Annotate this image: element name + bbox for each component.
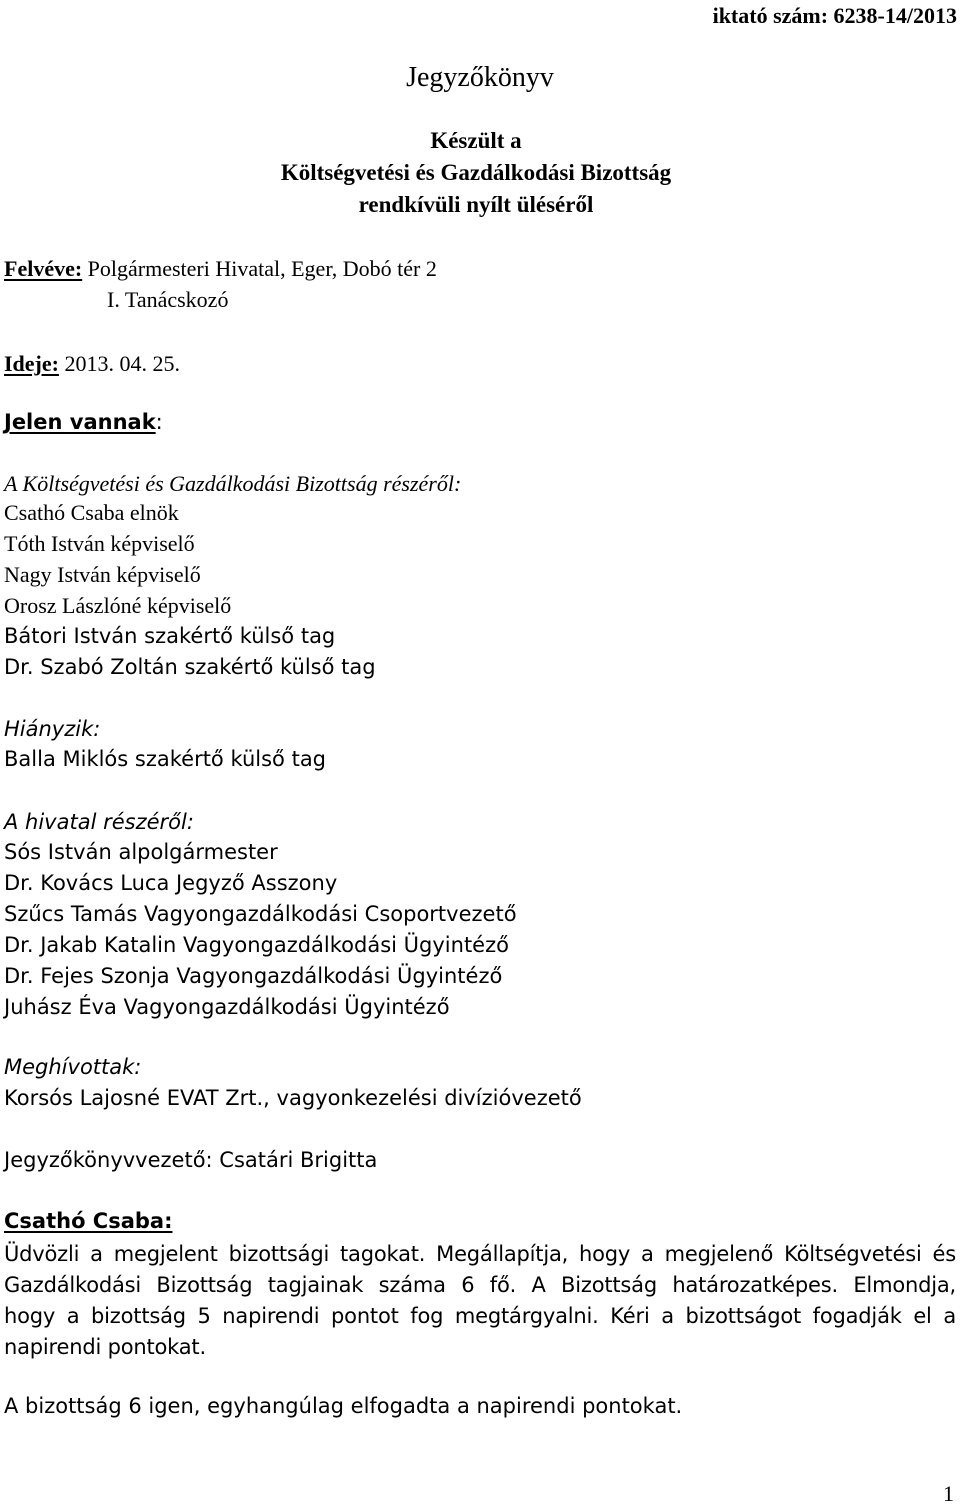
recorded-row	[4, 255, 437, 283]
document-title: Jegyzőkönyv	[406, 62, 554, 93]
paragraph-line: Gazdálkodási Bizottság tagjainak száma 6 fő. A Bizottság határozatképes. Elmondja,	[4, 1273, 956, 1297]
present-label: Jelen vannak	[4, 410, 156, 434]
list-item: Juhász Éva Vagyongazdálkodási Ügyintéző	[4, 995, 450, 1019]
committee-members-list	[4, 500, 376, 686]
recorded-value-2: I. Tanácskozó	[107, 287, 229, 312]
recorded-label: Felvéve:	[4, 256, 83, 281]
list-item: Szűcs Tamás Vagyongazdálkodási Csoportvezető	[4, 902, 517, 926]
list-item: Csathó Csaba elnök	[4, 500, 179, 525]
present-row	[4, 409, 163, 435]
office-heading: A hivatal részéről:	[4, 810, 194, 834]
list-item: Orosz Lászlóné képviselő	[4, 593, 232, 618]
list-item: Nagy István képviselő	[4, 562, 201, 587]
absent-heading: Hiányzik:	[4, 717, 101, 741]
list-item: Korsós Lajosné EVAT Zrt., vagyonkezelési divízióvezető	[4, 1086, 582, 1110]
date-row	[4, 350, 180, 378]
speaker-name: Csathó Csaba:	[4, 1209, 173, 1233]
page-number: 1	[943, 1481, 954, 1506]
committee-heading: A Költségvetési és Gazdálkodási Bizottság részéről:	[4, 471, 462, 496]
document-number: iktató szám: 6238-14/2013	[712, 3, 957, 28]
paragraph-line: hogy a bizottság 5 napirendi pontot fog megtárgyalni. Kéri a bizottságot fogadják el a	[4, 1304, 956, 1328]
list-item: Tóth István képviselő	[4, 531, 195, 556]
list-item: Sós István alpolgármester	[4, 840, 278, 864]
list-item: Dr. Jakab Katalin Vagyongazdálkodási Ügyintéző	[4, 933, 509, 957]
office-members-list	[4, 840, 517, 1026]
list-item: Dr. Fejes Szonja Vagyongazdálkodási Ügyintéző	[4, 964, 503, 988]
list-item: Dr. Kovács Luca Jegyző Asszony	[4, 871, 338, 895]
list-item: Balla Miklós szakértő külső tag	[4, 747, 327, 771]
recorded-value: Polgármesteri Hivatal, Eger, Dobó tér 2	[82, 256, 437, 281]
present-colon: :	[155, 410, 163, 434]
minutes-taker: Jegyzőkönyvvezető: Csatári Brigitta	[4, 1148, 378, 1172]
invited-heading: Meghívottak:	[4, 1055, 142, 1079]
list-item: Bátori István szakértő külső tag	[4, 624, 336, 648]
paragraph-line: napirendi pontokat.	[4, 1335, 206, 1359]
paragraph-line: Üdvözli a megjelent bizottsági tagokat. Megállapítja, hogy a megjelenő Költségvetési és	[4, 1242, 956, 1266]
date-value: 2013. 04. 25.	[58, 351, 180, 376]
speaker-paragraph	[4, 1239, 956, 1363]
list-item: Dr. Szabó Zoltán szakértő külső tag	[4, 655, 376, 679]
date-label: Ideje:	[4, 351, 59, 376]
subtitle-line-1: Készült a	[430, 128, 522, 153]
subtitle-line-2: Költségvetési és Gazdálkodási Bizottság	[280, 160, 672, 185]
resolution-text: A bizottság 6 igen, egyhangúlag elfogadta a napirendi pontokat.	[4, 1394, 683, 1418]
subtitle-line-3: rendkívüli nyílt üléséről	[358, 192, 594, 217]
